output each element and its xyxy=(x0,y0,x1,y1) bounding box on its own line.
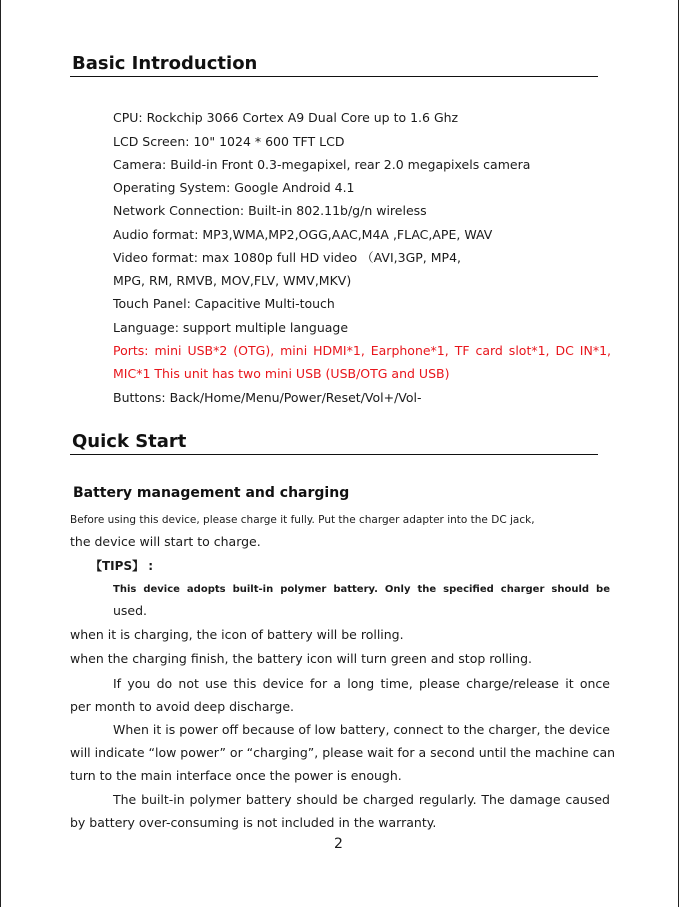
quick-start-rule xyxy=(70,454,598,455)
spec-camera: Camera: Build-in Front 0.3-megapixel, rear 2.0 megapixels camera xyxy=(113,157,531,172)
spec-os: Operating System: Google Android 4.1 xyxy=(113,180,355,195)
spec-buttons: Buttons: Back/Home/Menu/Power/Reset/Vol+/Vol- xyxy=(113,390,422,405)
spec-video-cont: MPG, RM, RMVB, MOV,FLV, WMV,MKV) xyxy=(113,273,352,288)
spec-cpu: CPU: Rockchip 3066 Cortex A9 Dual Core up to 1.6 Ghz xyxy=(113,110,459,125)
spec-audio: Audio format: MP3,WMA,MP2,OGG,AAC,M4A ,FLAC,APE, WAV xyxy=(113,227,493,242)
page-border-right xyxy=(678,0,679,907)
tips-text: This device adopts built-in polymer battery. Only the specified charger should be xyxy=(113,584,610,595)
basic-introduction-heading: Basic Introduction xyxy=(72,53,258,74)
spec-ports: Ports: mini USB*2 (OTG), mini HDMI*1, Earphone*1, TF card slot*1, DC IN*1, xyxy=(113,343,611,358)
spec-language: Language: support multiple language xyxy=(113,320,349,335)
paragraph-long-time: If you do not use this device for a long time, please charge/release it once xyxy=(113,676,610,691)
paragraph-long-time-cont: per month to avoid deep discharge. xyxy=(70,699,295,714)
spec-video: Video format: max 1080p full HD video （AVI,3GP, MP4, xyxy=(113,250,462,265)
paragraph-power-off: When it is power off because of low battery, connect to the charger, the device xyxy=(113,722,610,737)
basic-introduction-rule xyxy=(70,76,598,77)
quick-start-heading: Quick Start xyxy=(72,431,187,452)
spec-lcd: LCD Screen: 10" 1024 * 600 TFT LCD xyxy=(113,134,345,149)
finish-text: when the charging finish, the battery icon will turn green and stop rolling. xyxy=(70,651,533,666)
tips-text-cont: used. xyxy=(113,603,148,618)
spec-ports-cont: MIC*1 This unit has two mini USB (USB/OTG and USB) xyxy=(113,366,450,381)
before-using-text: Before using this device, please charge it fully. Put the charger adapter into the DC jack, xyxy=(70,514,535,526)
page-border-left xyxy=(0,0,1,907)
paragraph-regular-charge-cont: by battery over-consuming is not included in the warranty. xyxy=(70,815,437,830)
page-number: 2 xyxy=(334,836,343,852)
paragraph-power-off-end: turn to the main interface once the power is enough. xyxy=(70,768,402,783)
paragraph-power-off-cont: will indicate “low power” or “charging”, please wait for a second until the machine can xyxy=(70,745,616,760)
battery-heading: Battery management and charging xyxy=(73,485,350,501)
paragraph-regular-charge: The built-in polymer battery should be charged regularly. The damage caused xyxy=(113,792,610,807)
spec-touch: Touch Panel: Capacitive Multi-touch xyxy=(113,296,335,311)
charging-text: when it is charging, the icon of battery will be rolling. xyxy=(70,627,404,642)
tips-label: 【TIPS】 : xyxy=(90,559,154,573)
spec-network: Network Connection: Built-in 802.11b/g/n wireless xyxy=(113,203,427,218)
start-charge-text: the device will start to charge. xyxy=(70,534,261,549)
